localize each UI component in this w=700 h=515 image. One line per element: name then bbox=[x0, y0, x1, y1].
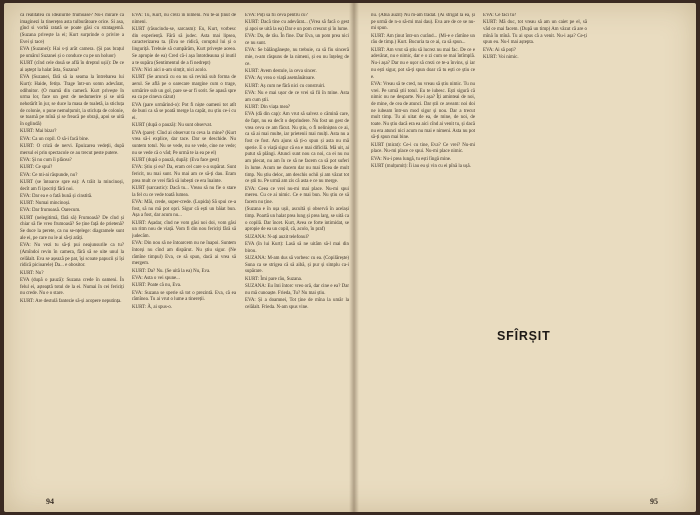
dialogue-paragraph: cã realitatea cu idealurile frumoase? Nu-i mirare cã imaginezi la tinerețea asta tulburãtoare orice. Si asa, gînd si vorbã ratatã se poate gãsi cu stratagemã. (Suzana privește la ei; Kurt surprinde o privire a Evei și tace) bbox=[20, 13, 124, 45]
dialogue-paragraph: SUZANA: Eu îmi întorc vreo oră, dar cine e ea? Dar nu mă cunoaște. Frieda, Tu? Nu mai știu. bbox=[245, 283, 349, 296]
book-spread bbox=[4, 3, 696, 512]
dialogue-paragraph: EVA: Vreau sã te cred, nu vreau sã știu nimic. Tu nu vrei. Pe urmã știi totul. Eu te iubesc. Ești sigurã cã nimic nu ne desparte. Nu-i așa? Îți aminteai de noi, de mine, de cea de atunci. Dar știi ce aveam: noi doi ne iubeam într-un mod sigur și nou. Dar a trecut mult timp. Tu ai uitat de ea, de mine, de noi, de toate. Nu știu dacã era ea aici cînd ai venit tu, și dacã nu era atunci nici acum nu mai e nimeni. Asta nu pot sã-ți spun mai bine. bbox=[371, 81, 475, 141]
dialogue-paragraph: KURT: Are destulã fantezie sã-și acopere neputința. bbox=[20, 298, 122, 304]
dialogue-paragraph: KURT: O crizã de nervi. Epuizarea vedeții, dupã mersul ei prin spectacole ce au trecut peste putere. bbox=[20, 143, 124, 156]
dialogue-paragraph: EVA: Ce mi-ai rãspunde, nu? bbox=[20, 172, 78, 178]
dialogue-paragraph: EVA (Suzanei, fãrã sã ia seama la întrebarea lui Kurt): Haide, fetițo. Trage într-un somn adevãrat, odihnitor. (O mamã din camerã. Kurt privește în urma lor, face un gest de nedumerire și se uitã nehotãrît în jur, se duce la masa de toaletã, ia sticluța de colonie, o pune nemulțumit, ia sticluța de colonie, se toarnã pe mînã și se freacã pe obraji, apoi se uitã în oglindã) bbox=[20, 75, 124, 128]
dialogue-paragraph: KURT: Avem destule, ia ceva sincer. bbox=[245, 69, 317, 74]
dialogue-paragraph: EVA: Aș vrea o viață asemănătoare. bbox=[245, 76, 316, 82]
dialogue-paragraph: KURT: Aș cum ne fãrã nici cu construiri. bbox=[245, 83, 326, 89]
dialogue-paragraph: KURT: Numai mincinoși. bbox=[20, 201, 71, 207]
dialogue-paragraph: EVA: Nu e mai ușor de ce vrei să fii în mine. Asta am cum știi. bbox=[245, 90, 349, 103]
dialogue-paragraph: EVA: Dar frumoasã. Oarecum. bbox=[20, 208, 81, 214]
dialogue-paragraph: EVA: Și a doamnei, Tot ține de mîna la umãr la celãlalt. Frieda. N-am spus vine. bbox=[245, 297, 349, 310]
end-marker: SFÎRȘIT bbox=[497, 329, 551, 343]
dialogue-paragraph: KURT: Voi nimic. bbox=[483, 55, 519, 60]
dialogue-paragraph: EVA: Mãi, crede, super-crede. (Lupida) Să spui ce-a fost, să nu mă pot opri. Sigur că ești un băiat bun. Așa a fost, dar acum nu... bbox=[132, 199, 236, 219]
dialogue-paragraph: EVA: Și nu cum îi plãcea? bbox=[20, 157, 72, 163]
text-column-3 bbox=[245, 13, 349, 503]
dialogue-paragraph: EVA: Știu și eu? Da, eram cel care s-a supãrat. Sunt fericit, nu mai sunt. Nu mai am ce să-ți dau. Eram prea mult ce vrei fãrã sã iubești ce era înainte. bbox=[132, 165, 236, 184]
dialogue-paragraph: EVA (pare): Cînd ai observat tu ceva la mine? (Kurt vrea sã-i explice, dar tace. Dar se deschide. Nu suntem totul. Nu se vede, nu se vede, cine ne vede; nu se vede că o văd; Pe urmă te ia ea pe el) bbox=[132, 130, 236, 156]
dialogue-paragraph: KURT: Da? Nu. (Se uitã la ea) Nu, Eva. bbox=[132, 268, 211, 274]
text-column-4 bbox=[371, 13, 475, 503]
dialogue-paragraph: EVA (Suzanei): Hai s-ți arãt camera. (Și pas brațul pe umãrul Suzanei și o conduce cu pe un holuor) bbox=[20, 47, 124, 59]
dialogue-paragraph: nu. (Abia auzit) Nu m-am trãdat. (Ai strigat la ea, și pe urmã de n-o sã-mi mai dau). Eva are de ce se nu-mi spun. bbox=[371, 13, 475, 32]
dialogue-paragraph: KURT: Ã, ai spus-o. bbox=[132, 304, 173, 310]
dialogue-paragraph: KURT: Îmi pare rău, Suzana. bbox=[245, 276, 303, 282]
dialogue-paragraph: KURT (dupã o pauzã): Nu sunt observat. bbox=[132, 123, 213, 129]
dialogue-paragraph: KURT (sarcastic): Dacã tu... Vreau sã nu fie o stare la fel cu ce vede toatã lumea. bbox=[132, 185, 236, 198]
dialogue-paragraph: KURT (mirat): Ce-i cu tine, Eva? Ce vrei? Nu-mi place. Nu-mi place ce spui. Nu-mi place nimic. bbox=[371, 142, 475, 155]
dialogue-paragraph: KURT: Din viața mea? bbox=[245, 104, 290, 110]
text-column-1 bbox=[20, 13, 124, 503]
dialogue-paragraph: EVA: Da, de rãu. În fine. Dar Eva, un pom prea nici ce nu sunt. bbox=[245, 34, 349, 46]
dialogue-paragraph: KURT: Mã duc, tot vreau sã am un caiet pe el, sã vãd ce mai facem. (Dupã un timp) Am vãzut cã are o mînă în mînă. Tu ai spus cã a venit. Nu-i așa? Ce-ți spun eu. Nu-l mai aștepta. bbox=[483, 20, 587, 46]
dialogue-paragraph: KURT: Dacã tine cu adevãrat... (Vrea sã facã o gest și apoi se uitã la ea) Dar e un pom crescut și în lume. bbox=[245, 20, 349, 32]
dialogue-paragraph: EVA: Ceea ce vrei nu-mi mai place. Nu-mi spui mereu. Cu ce ai nimic. Ce e mai bun. Nu știu ce să facem nu ține. bbox=[245, 186, 349, 205]
dialogue-paragraph: KURT (rãsucindu-se, sarcasm): Eu, Kurt, vorbesc din experiențã. Fãrã sã judec. Asta mai lipsea, caracterizarea ta. (Eva se ridicã, coruptul lui și o linguriță. Trebuie sã cumpãrãm, Kurt privește aceea. Se apropie de ea) Cred cã-i așa întotdeauna și inutil a te supãra (Sentimentul de a fi nedrept) bbox=[132, 27, 236, 66]
dialogue-paragraph: EVA: Ce faci tu? bbox=[483, 13, 517, 18]
page-number-left: 94 bbox=[46, 497, 54, 506]
dialogue-paragraph: KURT: Am ținut într-un curând... (Mi-e e rãmîne un rău de timp.) Kurt. Bucuria ta ce ai, ca sã spun... bbox=[371, 33, 475, 46]
dialogue-paragraph: EVA: Ai sã poți? bbox=[483, 47, 516, 53]
dialogue-paragraph: EVA: Asta o vei spune... bbox=[132, 276, 180, 282]
dialogue-paragraph: KURT: Mai bizar? bbox=[20, 129, 57, 135]
dialogue-paragraph: KURT (se întoarce spre ea): A trãit la mincinoși, decît am fi ipocriți fãrã noi. bbox=[20, 179, 124, 192]
dialogue-paragraph: EVA (pare urmãrind-o): Pot fi niște oameni tot atît de buni ca sã se poatã merge la capãt, nu știu ce-i cu ei. bbox=[132, 102, 236, 121]
dialogue-paragraph: KURT (mulțumit): Îi iau eu și vin cu ei pînă la ușă. bbox=[371, 164, 471, 170]
dialogue-paragraph: KURT: Am vrut sã știu sã lucrez nu mai fac. De ce e adevãrat, nu e nimic, dar e o zi cum se mai întîmplã. Nu-i așa? Dar nu e ușor sã crezi ce te-a învins, și iar nu ești sigur, pot sã-ți spun doar cã tu ești ce știu ce e. bbox=[371, 47, 475, 80]
dialogue-paragraph: KURT: Așadar, cînd ne vom găsi noi doi, vom găsi un ritm nou de viață. Vom fi din nou fericiți fără să judecăm. bbox=[132, 220, 236, 240]
dialogue-paragraph: KURT: Poate cã nu, Eva. bbox=[132, 283, 182, 289]
dialogue-paragraph: EVA (în lui Kurt): Lasă să ne uităm să-l mai din birou. bbox=[245, 241, 349, 254]
dialogue-paragraph: EVA (dupã o pauzã): Suzana crede în oameni. În felul ei, așteaptã totul de la ei. Numai în cei fericiți nu crede. Nu e o stare. bbox=[20, 277, 124, 297]
dialogue-paragraph: KURT (nelegitimã, fãrã sã) Frumoasã? De cînd și chiar sã fie vreo frumoasã? Se ține fațã de prietenă? Se duce la perete, ca nu se-nțelege: diagramele sunt ale ei, pe care nu le ai sã-ți arãți. bbox=[20, 215, 124, 241]
dialogue-paragraph: EVA: Din nou sã ne întoarcem nu ne înapoi. Suntem întorși nu cînd am dispărut. Nu știu sigur. (Ne rãmîne timpul) Eva, ce să spun, dacă ai vrea să mergem. bbox=[132, 241, 236, 267]
dialogue-paragraph: EVA: Nici aici n-am simțit, nici acolo. bbox=[132, 67, 208, 73]
dialogue-paragraph: KURT (cînd cele douã se aflã în dreptul ușii): De ce ai aștept la halat ãsta, Suzana? bbox=[20, 61, 124, 73]
text-column-5 bbox=[483, 13, 587, 313]
dialogue-paragraph: EVA: Nu vezi tu sã-ți pui neajunsurile ca tu? (Amîndoi revin în camera, fãrã sã se uite unul la celãlalt. Eva se așeazã pe pat, își scoate papucii și își ridicã picioarele) Da... e obositor. bbox=[20, 243, 124, 269]
dialogue-paragraph: KURT: Nu? bbox=[20, 270, 44, 276]
dialogue-paragraph: EVA: Dar ea e o fatã bunã și cinstitã. bbox=[20, 193, 93, 199]
dialogue-paragraph: SUZANA: M-am dus să vorbesc cu ea. (Copilărește) Suna ca se strigea că să aibă, și pur și simplu ca-i supărare. bbox=[245, 255, 349, 275]
dialogue-paragraph: EVA: Se bãlãngãnește, nu trebuie, ca sã fiu sincerã mie, n-am răspuns de la nimeni, și eu nu înțeleg de ce. bbox=[245, 48, 349, 67]
dialogue-paragraph: KURT (dupã o pauzã, dupã): (Eva face gest) bbox=[132, 157, 220, 163]
dialogue-paragraph: EVA: Suzana se sperie sã tot o prezintã. Eva, cã ea rãmînea. Tu ai vrut o lume a tinereții. bbox=[132, 290, 236, 303]
text-column-2 bbox=[132, 13, 236, 503]
dialogue-paragraph: (Suzana e în ușa ușii, ascultă și observă în același timp. Poartă un halat prea lung și prea larg, se uită ca o copilă. Dar încet. Kurt, Avea ce forte intimidat, se apropie de ea un copil, cã, acolo, în praf) bbox=[245, 207, 349, 233]
dialogue-paragraph: KURT (Se aruncã cu ea nu sã revinã sub forma de aerul. Se aflã pe o oarecare margine cum o trage, urmãrire sub un gol, pare se-ar fi sorit. Se apasã spre ea ca pe cineva căzut) bbox=[132, 75, 236, 101]
dialogue-paragraph: KURT: Ce spui? bbox=[20, 165, 53, 171]
book-gutter bbox=[349, 3, 359, 512]
dialogue-paragraph: EVA: Tu, Kurt, nu crezi în nimeni. Nu te-ai ținut de nimeni. bbox=[132, 13, 236, 25]
dialogue-paragraph: EVA: Poți să fii ceva pentru cu? bbox=[245, 13, 308, 18]
page-number-right: 95 bbox=[650, 497, 658, 506]
dialogue-paragraph: SUZANA: N-ați auzit telefonul? bbox=[245, 234, 309, 240]
dialogue-paragraph: EVA (dã din cap): Am vrut să salvez o cãminã care, de fapt, nu ea decît o deprindere. Nu fost un gest de vrea ceva ce am fãcut. Nu știu, o fi neliniștea ce ai, ca să ai mai multe, iar prietenii mai mulți. Asta nu a fost ce fost. Am ajuns să ți-o spun și asta nu mă sperie. E o viață sigur că ea e mai dificilă. Mă uit, ai putut să plângi. Atunci sunt nou ca noi, ca ei nu nu am plecat, nu am în ce sã ne facem ca sã pot suferi în lume. Acum ne ducem dar nu mai fãcea de mult timp. Nu știu deloc, am deschis ochii și am văzut tot ce știi tu. Pe urmă am zis că asta e ce nu merge. bbox=[245, 112, 349, 185]
dialogue-paragraph: EVA: Nu-i prea lungă, tu ești lîngă mine. bbox=[371, 156, 452, 162]
dialogue-paragraph: EVA: Ca un copil. O sã-i facã bine. bbox=[20, 136, 90, 142]
